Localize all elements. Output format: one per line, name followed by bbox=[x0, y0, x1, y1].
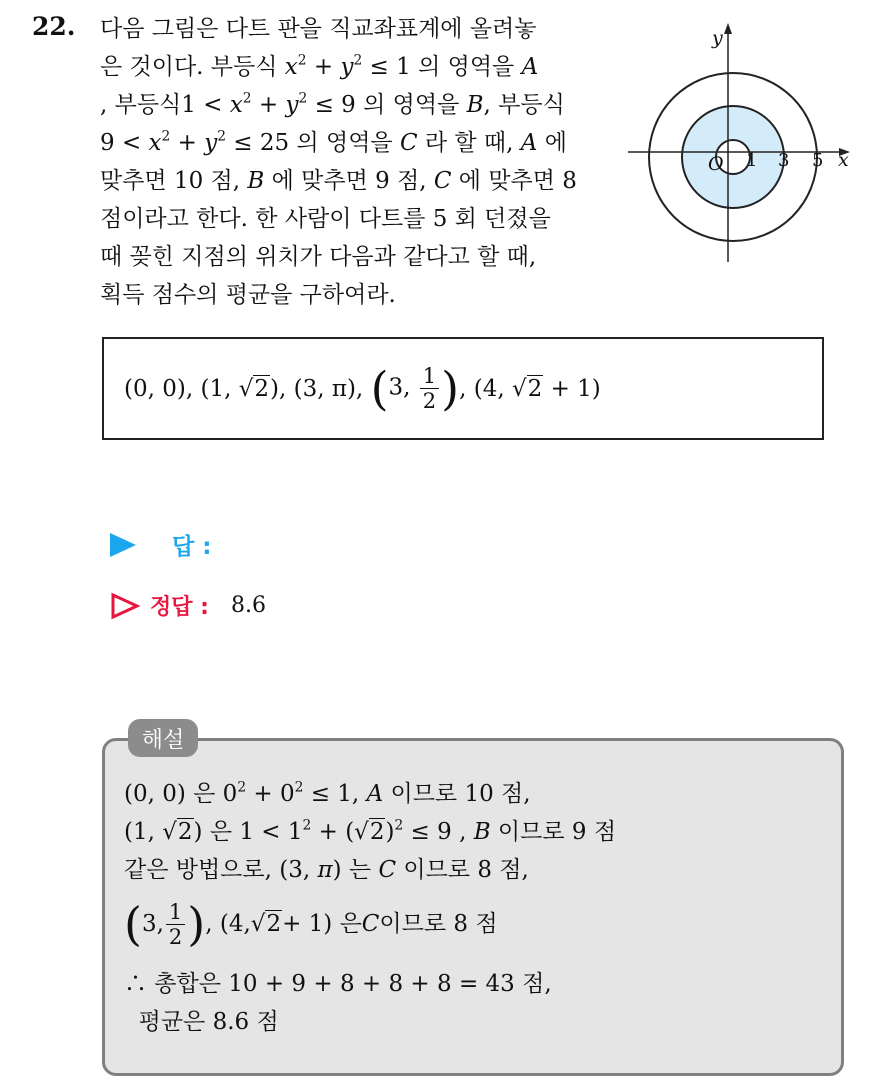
text-segment: ≤ 1, bbox=[303, 781, 367, 807]
math-var: C bbox=[433, 168, 452, 194]
sqrt-expr: √2 bbox=[238, 375, 269, 402]
text-segment: ), bbox=[270, 375, 287, 402]
text-segment: + bbox=[251, 92, 286, 118]
math-var: x bbox=[148, 130, 162, 156]
text-segment: 에 bbox=[537, 130, 567, 156]
text-segment: 이므로 9 점 bbox=[490, 819, 617, 845]
text-segment: 평균은 8.6 점 bbox=[138, 1009, 279, 1035]
radicand: 2 bbox=[527, 375, 543, 402]
exponent: 2 bbox=[217, 128, 226, 145]
radicand: 2 bbox=[177, 819, 193, 845]
exponent: 2 bbox=[297, 52, 307, 69]
explanation-line bbox=[124, 775, 616, 813]
correct-answer-label: 정답 : bbox=[150, 595, 209, 620]
text-segment: 3, bbox=[388, 374, 418, 401]
explanation-line: ∴ 총합은 10 + 9 + 8 + 8 + 8 = 43 점, bbox=[124, 971, 552, 997]
question-line bbox=[100, 238, 612, 276]
math-var: B bbox=[247, 168, 265, 194]
text-segment: ≤ 9 , bbox=[403, 819, 474, 845]
text-segment: 에 맞추면 8 bbox=[451, 168, 577, 194]
correct-answer-row bbox=[110, 590, 266, 621]
exponent: 2 bbox=[394, 817, 404, 834]
question-line bbox=[100, 86, 612, 124]
math-var: y bbox=[285, 92, 299, 118]
explanation-line bbox=[124, 889, 616, 959]
y-axis-label: y bbox=[712, 27, 723, 49]
text-segment: + ( bbox=[311, 819, 355, 845]
explanation-line bbox=[124, 813, 616, 851]
text-segment: + 1) 은 bbox=[282, 911, 362, 937]
text-segment: , (4, bbox=[205, 911, 251, 937]
radicand: 2 bbox=[266, 911, 282, 937]
math-var: x bbox=[229, 92, 243, 118]
denominator: 2 bbox=[168, 924, 183, 949]
question-number: 22. bbox=[32, 12, 76, 41]
math-var: π bbox=[317, 857, 333, 883]
exponent: 2 bbox=[298, 90, 308, 107]
point-3: (3, π), bbox=[293, 375, 364, 402]
paren: ) bbox=[441, 361, 460, 416]
points-box bbox=[102, 337, 824, 440]
answer-label: 답 : bbox=[172, 534, 212, 560]
paren: ( bbox=[124, 897, 142, 951]
text-segment: ) 은 1 < 1 bbox=[193, 819, 303, 845]
text-segment: ≤ 9 의 영역을 bbox=[307, 92, 467, 118]
exponent: 2 bbox=[302, 817, 312, 834]
text-segment: (1, bbox=[124, 819, 163, 845]
y-axis-arrowhead bbox=[724, 23, 732, 34]
text-segment: + 0 bbox=[246, 781, 295, 807]
text-segment: 이므로 8 점, bbox=[396, 857, 529, 883]
math-var: B bbox=[466, 92, 484, 118]
point-2 bbox=[200, 376, 286, 402]
math-var: A bbox=[520, 130, 538, 156]
text-segment: (0, 0) 은 0 bbox=[124, 781, 238, 807]
exponent: 2 bbox=[161, 128, 171, 145]
fraction bbox=[166, 900, 185, 949]
text-segment: + bbox=[170, 130, 205, 156]
text-segment: 같은 방법으로, (3, bbox=[124, 857, 318, 883]
sqrt-expr: √2 bbox=[250, 911, 282, 937]
tick-label: 3 bbox=[778, 150, 790, 171]
math-var: C bbox=[361, 911, 380, 937]
question-line bbox=[100, 124, 612, 162]
text-segment: ) bbox=[385, 819, 395, 845]
math-var: B bbox=[473, 819, 491, 845]
text-segment: , 부등식 bbox=[483, 92, 565, 118]
tick-label: 1 bbox=[746, 150, 758, 171]
correct-answer-value: 8.6 bbox=[230, 593, 266, 618]
origin-label: O bbox=[708, 153, 724, 175]
numerator: 1 bbox=[420, 364, 439, 389]
explanation-line bbox=[124, 851, 616, 889]
math-var: y bbox=[340, 54, 354, 80]
text-segment: ) 는 bbox=[332, 857, 379, 883]
text-segment: 다음 그림은 다트 판을 직교좌표계에 올려놓 bbox=[100, 16, 537, 42]
answer-row bbox=[110, 528, 211, 561]
paren: ( bbox=[370, 361, 389, 416]
numerator: 1 bbox=[166, 900, 185, 925]
text-segment: , 부등식1 < bbox=[100, 92, 230, 118]
text-segment: 점이라고 한다. 한 사람이 다트를 5 회 던졌을 bbox=[100, 206, 551, 232]
math-var: x bbox=[284, 54, 298, 80]
exponent: 2 bbox=[353, 52, 363, 69]
text-segment: 3, bbox=[141, 911, 164, 937]
denominator: 2 bbox=[422, 389, 437, 413]
point-1: (0, 0), bbox=[124, 375, 194, 402]
explanation-tab: 해설 bbox=[128, 719, 198, 757]
text-segment: + 1) bbox=[543, 375, 601, 402]
sqrt-expr: √2 bbox=[354, 819, 385, 845]
math-var: y bbox=[204, 130, 218, 156]
point-4 bbox=[370, 361, 460, 416]
dartboard-diagram bbox=[620, 20, 860, 270]
question-line bbox=[100, 48, 612, 86]
outline-triangle-icon bbox=[110, 592, 140, 620]
text-segment: ≤ 25 의 영역을 bbox=[225, 130, 400, 156]
text-segment: , (4, bbox=[459, 375, 512, 402]
point-5 bbox=[459, 376, 601, 402]
text-segment: 획득 점수의 평균을 구하여라. bbox=[100, 282, 396, 308]
sqrt-expr: √2 bbox=[162, 819, 193, 845]
question-line bbox=[100, 10, 612, 48]
text-segment: + bbox=[306, 54, 341, 80]
math-var: A bbox=[366, 781, 384, 807]
exponent: 2 bbox=[237, 779, 247, 796]
text-segment: 에 맞추면 9 점, bbox=[264, 168, 434, 194]
sqrt-expr: √2 bbox=[511, 375, 543, 402]
text-segment: 이므로 8 점 bbox=[379, 911, 498, 937]
text-segment: ≤ 1 의 영역을 bbox=[362, 54, 522, 80]
math-var: A bbox=[521, 54, 539, 80]
tick-label: 5 bbox=[812, 150, 824, 171]
text-segment: 이므로 10 점, bbox=[383, 781, 531, 807]
paren: ) bbox=[187, 897, 206, 951]
math-var: C bbox=[399, 130, 418, 156]
explanation-line bbox=[124, 1003, 616, 1041]
question-text bbox=[100, 10, 612, 314]
text-segment: (1, bbox=[200, 375, 239, 402]
math-var: C bbox=[378, 857, 397, 883]
question-line bbox=[100, 276, 612, 314]
x-axis-label: x bbox=[838, 149, 849, 171]
play-triangle-icon bbox=[110, 533, 136, 557]
exponent: 2 bbox=[242, 90, 252, 107]
text-segment: 은 것이다. 부등식 bbox=[100, 54, 285, 80]
fraction bbox=[420, 364, 439, 413]
text-segment: 맞추면 10 점, bbox=[100, 168, 248, 194]
question-line bbox=[100, 200, 612, 238]
radicand: 2 bbox=[369, 819, 385, 845]
exponent: 2 bbox=[294, 779, 304, 796]
text-segment: 라 할 때, bbox=[417, 130, 521, 156]
text-segment: 때 꽂힌 지점의 위치가 다음과 같다고 할 때, bbox=[100, 244, 537, 270]
radicand: 2 bbox=[254, 375, 269, 402]
text-segment: 9 < bbox=[100, 130, 149, 156]
question-line bbox=[100, 162, 612, 200]
explanation-body bbox=[124, 775, 616, 1041]
